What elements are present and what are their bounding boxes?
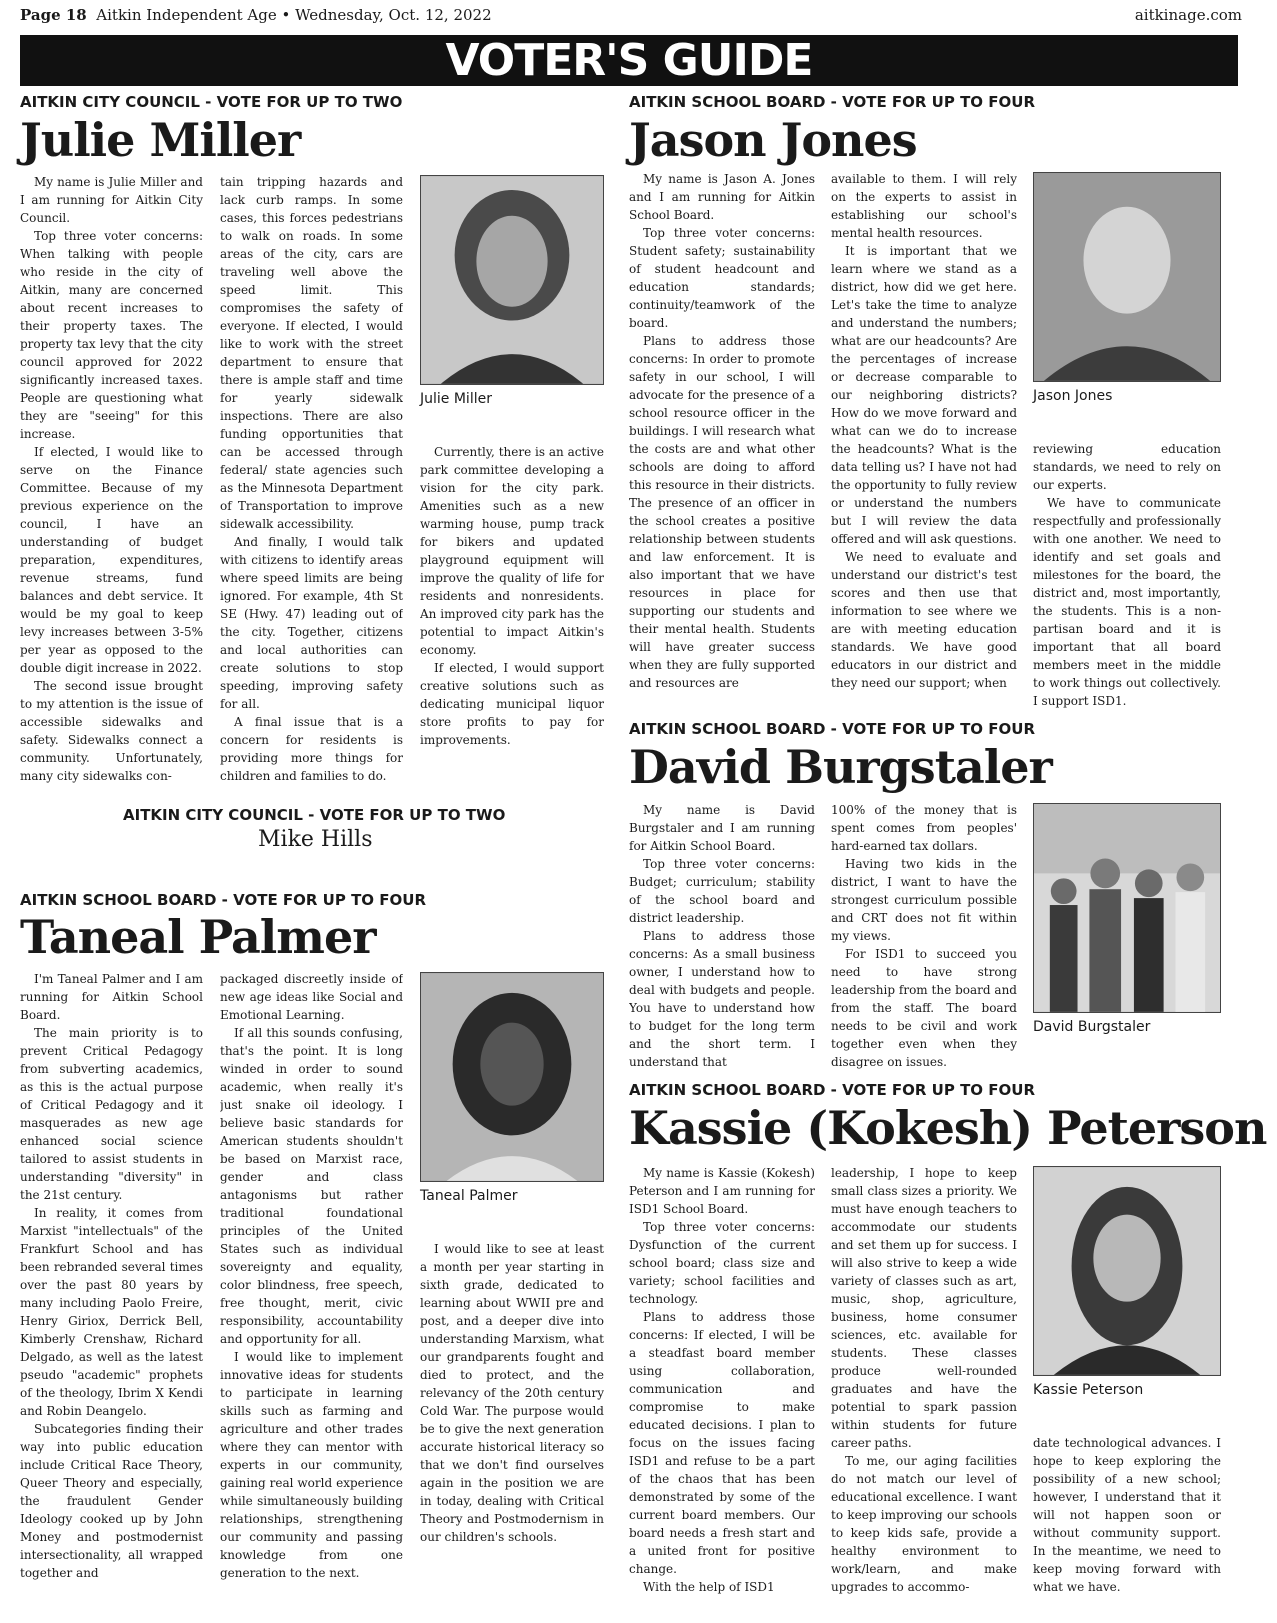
section-banner: VOTER'S GUIDE [20, 35, 1238, 86]
candidate-name-jones: Jason Jones [629, 113, 917, 167]
article-col-miller-1: My name is Julie Miller and I am running for Aitkin City Council. Top three voter concerns: When talking with people who reside in the city of Aitkin, many are concerned about recent increases to their property taxes. The property tax levy that the city council approved for 2022 significantly increased taxes. People are questioning what they are "seeing" for this increase. If elected, I would like to serve on the Finance Committee. Because of my previous experience on the council, I have an understanding of budget preparation, expenditures, revenue streams, fund balances and debt service. It would be my goal to keep levy increases between 3-5% per year as opposed to the double digit increase in 2022. The second issue brought to my attention is the issue of accessible sidewalks and safety. Sidewalks connect a community. Unfortunately, many city sidewalks con- [20, 175, 203, 783]
candidate-name-hills: Mike Hills [258, 827, 373, 852]
photo-caption-jones: Jason Jones [1033, 388, 1113, 404]
site-url[interactable]: aitkinage.com [1134, 6, 1242, 24]
race-title-hills: AITKIN CITY COUNCIL - VOTE FOR UP TO TWO [123, 806, 506, 824]
article-col-jones-3: reviewing education standards, we need to rely on our experts. We have to communicate respectfully and professionally with one another. We need to identify and set goals and milestones for the board, the district and, most importantly, the students. This is a non-partisan board and it is important that all board members meet in the middle to work things out collectively. I support ISD1. [1033, 442, 1221, 708]
article-col-peterson-2: leadership, I hope to keep small class sizes a priority. We must have enough teachers to accommodate our students and set them up for success. I will also strive to keep a wide variety of classes such as art, music, shop, agriculture, business, home consumer sciences, etc. available for students. These classes produce well-rounded graduates and have the potential to spark passion within students for future career paths. To me, our aging facilities do not match our level of educational excellence. I want to keep improving our schools to keep kids safe, provide a healthy environment to work/learn, and make upgrades to accommo- [831, 1166, 1017, 1594]
portrait-peterson [1034, 1167, 1220, 1375]
candidate-photo-peterson [1033, 1166, 1221, 1376]
portrait-palmer [421, 973, 603, 1181]
race-title-palmer: AITKIN SCHOOL BOARD - VOTE FOR UP TO FOUR [20, 891, 427, 909]
candidate-name-burgstaler: David Burgstaler [629, 740, 1052, 794]
article-col-peterson-3: date technological advances. I hope to keep exploring the possibility of a new school; however, I understand that it will not happen soon or without community support. In the meantime, we need to keep moving forward with what we have. [1033, 1436, 1221, 1594]
candidate-name-palmer: Taneal Palmer [20, 910, 376, 964]
portrait-jones [1034, 173, 1220, 381]
candidate-name-miller: Julie Miller [20, 113, 301, 167]
photo-caption-burgstaler: David Burgstaler [1033, 1019, 1151, 1035]
article-col-jones-1: My name is Jason A. Jones and I am running for Aitkin School Board. Top three voter concerns: Student safety; sustainability of student headcount and education standards; continuity/teamwork of the board. Plans to address those concerns: In order to promote safety in our school, I will advocate for the presence of a school resource officer in the buildings. I will research what the costs are and what other schools are doing to afford this resource in their districts. The presence of an officer in the school creates a positive relationship between students and law enforcement. It is also important that we have resources in place for supporting our students and their mental health. Students will have greater success when they are fully supported and resources are [629, 172, 815, 690]
candidate-name-peterson: Kassie (Kokesh) Peterson [629, 1101, 1267, 1155]
portrait-miller [421, 176, 603, 384]
page-header-left [20, 6, 492, 24]
photo-caption-peterson: Kassie Peterson [1033, 1382, 1144, 1398]
race-title-burgstaler: AITKIN SCHOOL BOARD - VOTE FOR UP TO FOUR [629, 720, 1036, 738]
article-col-palmer-3: I would like to see at least a month per year starting in sixth grade, dedicated to learning about WWII pre and post, and a deeper dive into understanding Marxism, what our grandparents fought and died to protect, and the relevancy of the 20th century Cold War. The purpose would be to give the next generation accurate historical literacy so that we don't find ourselves again in the position we are in today, dealing with Critical Theory and Postmodernism in our children's schools. [420, 1242, 604, 1544]
article-col-jones-2: available to them. I will rely on the experts to assist in establishing our school's mental health resources. It is important that we learn where we stand as a district, how did we get here. Let's take the time to analyze and understand the numbers; what are our headcounts? Are the percentages of increase or decrease comparable to our neighboring districts? How do we move forward and what can we do to increase the headcounts? What is the data telling us? I have not had the opportunity to fully review or understand the numbers but I will review the data offered and will ask questions. We need to evaluate and understand our district's test scores and then use that information to see where we are with meeting education standards. We have good educators in our district and they need our support; when [831, 172, 1017, 690]
candidate-photo-jones [1033, 172, 1221, 382]
candidate-photo-palmer [420, 972, 604, 1182]
family-photo-burgstaler [1034, 804, 1220, 1012]
photo-caption-palmer: Taneal Palmer [420, 1188, 518, 1204]
candidate-photo-burgstaler [1033, 803, 1221, 1013]
race-title-peterson: AITKIN SCHOOL BOARD - VOTE FOR UP TO FOUR [629, 1081, 1036, 1099]
article-col-peterson-1: My name is Kassie (Kokesh) Peterson and I am running for ISD1 School Board. Top three voter concerns: Dysfunction of the current school board; class size and variety; school facilities and technology. Plans to address those concerns: If elected, I will be a steadfast board member using collaboration, communication and compromise to make educated decisions. I plan to focus on the issues facing ISD1 and refuse to be a part of the chaos that has been demonstrated by some of the current board members. Our board needs a fresh start and a united front for positive change. With the help of ISD1 [629, 1166, 815, 1594]
race-title-jones: AITKIN SCHOOL BOARD - VOTE FOR UP TO FOUR [629, 93, 1036, 111]
article-col-miller-2: tain tripping hazards and lack curb ramps. In some cases, this forces pedestrians to walk on roads. In some areas of the city, cars are traveling well above the speed limit. This compromises the safety of everyone. If elected, I would like to work with the street department to ensure that there is ample staff and time for yearly sidewalk inspections. There are also funding opportunities that can be accessed through federal/ state agencies such as the Minnesota Department of Transportation to improve sidewalk accessibility. And finally, I would talk with citizens to identify areas where speed limits are being ignored. For example, 4th St SE (Hwy. 47) leading out of the city. Together, citizens and local authorities can create solutions to stop speeding, improving safety for all. A final issue that is a concern for residents is providing more things for children and families to do. [220, 175, 403, 783]
page-number: Page 18 [20, 6, 87, 24]
article-col-miller-3: Currently, there is an active park committee developing a vision for the city park. Amenities such as a new warming house, pump track for bikers and updated playground equipment will improve the quality of life for residents and nonresidents. An improved city park has the potential to impact Aitkin's economy. If elected, I would support creative solutions such as dedicating municipal liquor store profits to pay for improvements. [420, 445, 604, 747]
paper-dateline: Aitkin Independent Age • Wednesday, Oct. 12, 2022 [96, 6, 492, 24]
photo-caption-miller: Julie Miller [420, 391, 492, 407]
article-col-palmer-2: packaged discreetly inside of new age ideas like Social and Emotional Learning. If all this sounds confusing, that's the point. It is long winded in order to sound academic, when really it's just snake oil ideology. I believe basic standards for American students shouldn't be based on Marxist race, gender and class antagonisms but rather traditional foundational principles of the United States such as individual sovereignty and equality, color blindness, free speech, free thought, merit, civic responsibility, accountability and opportunity for all. I would like to implement innovative ideas for students to participate in learning skills such as farming and agriculture and other trades where they can mentor with experts in our community, gaining real world experience while simultaneously building relationships, strengthening our community and passing knowledge from one generation to the next. [220, 972, 403, 1580]
article-col-palmer-1: I'm Taneal Palmer and I am running for Aitkin School Board. The main priority is to prevent Critical Pedagogy from subverting academics, as this is the actual purpose of Critical Pedagogy and it masquerades as new age enhanced social science tailored to assist students in understanding "diversity" in the 21st century. In reality, it comes from Marxist "intellectuals" of the Frankfurt School and has been rebranded several times over the past 80 years by many including Paolo Freire, Henry Giriox, Derrick Bell, Kimberly Crenshaw, Richard Delgado, as well as the latest pseudo "academic" prophets of the theology, Ibrim X Kendi and Robin Deangelo. Subcategories finding their way into public education include Critical Race Theory, Queer Theory and especially, the fraudulent Gender Ideology cooked up by John Money and postmodernist intersectionality, all wrapped together and [20, 972, 203, 1580]
candidate-photo-miller [420, 175, 604, 385]
race-title-miller: AITKIN CITY COUNCIL - VOTE FOR UP TO TWO [20, 93, 403, 111]
article-col-burgstaler-2: 100% of the money that is spent comes from peoples' hard-earned tax dollars. Having two kids in the district, I want to have the strongest curriculum possible and CRT does not fit within my views. For ISD1 to succeed you need to have strong leadership from the board and from the staff. The board needs to be civil and work together even when they disagree on issues. [831, 803, 1017, 1069]
article-col-burgstaler-1: My name is David Burgstaler and I am running for Aitkin School Board. Top three voter concerns: Budget; curriculum; stability of the school board and district leadership. Plans to address those concerns: As a small business owner, I understand how to deal with budgets and people. You have to understand how to budget for the long term and the short term. I understand that [629, 803, 815, 1069]
